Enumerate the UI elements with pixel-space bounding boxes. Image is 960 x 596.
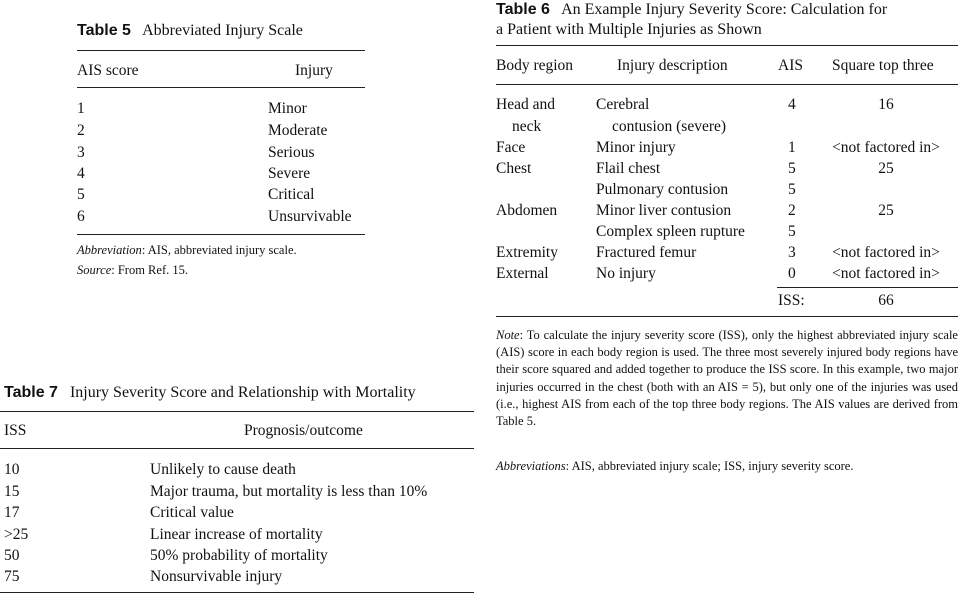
table6-row-region: neck [512,118,542,135]
table6-row-region: Abdomen [496,202,558,219]
table7-row-iss: 75 [4,568,20,585]
table7-header-rule [0,448,474,449]
table7-row-prognosis: Nonsurvivable injury [150,568,283,585]
table7-row-iss: 10 [4,461,20,478]
table5-header-score: AIS score [77,62,139,79]
table6-label: Table 6 [496,1,550,18]
table5-row-score: 4 [77,165,85,182]
table6-total-value: 66 [878,292,894,309]
table6-row-description: Fractured femur [596,244,697,261]
table6-header-square: Square top three [832,57,934,74]
table5-abbrev-text: : AIS, abbreviated injury scale. [141,243,297,257]
table6-row-region: Extremity [496,244,558,261]
table6-row-description: Flail chest [596,160,661,177]
table7-caption [4,384,416,402]
table5-source-note [77,262,377,279]
table6-note-text: : To calculate the injury severity score (ISS), only the highest abbreviated injury scale (AIS) score in each body region is used. The three most severely injured body regions have their score squared and added together to produce the ISS score. In this example, two major injuries occurred in the chest (both with an AIS = 5), but only one of the injuries was used (i.e., highest AIS from each of the top three body regions. The AIS values are derived from Table 5. [496,328,958,429]
table5-bottom-rule [77,234,365,235]
table6-row-region: Head and [496,96,555,113]
table7-top-rule [0,411,474,412]
table6-row-ais: 4 [788,96,796,113]
table6-row-region: External [496,265,549,282]
table6-row-description: Complex spleen rupture [596,223,745,240]
table6-row-ais: 0 [788,265,796,282]
table6-row-description: No injury [596,265,656,282]
table5-source-label: Source [77,263,112,277]
table7-header-iss: ISS [4,422,27,439]
table7-row-prognosis: 50% probability of mortality [150,547,328,564]
table5-title: Abbreviated Injury Scale [142,22,303,39]
table7-title: Injury Severity Score and Relationship with Mortality [69,384,416,401]
table5-abbreviation-note [77,242,377,259]
table6-row-description: Pulmonary contusion [596,181,729,198]
table5-header-injury: Injury [295,62,333,79]
table6-title-line2: a Patient with Multiple Injuries as Shown [496,21,762,38]
table6-row-ais: 2 [788,202,796,219]
table6-note-label: Note [496,328,520,342]
table5-row-score: 3 [77,144,85,161]
table6-row-ais: 3 [788,244,796,261]
table5-row-injury: Unsurvivable [268,208,352,225]
table6-header-description: Injury description [617,57,728,74]
table5-row-score: 1 [77,100,85,117]
table6-row-square: <not factored in> [832,265,940,282]
table6-row-square: <not factored in> [832,139,940,156]
table6-row-region: Face [496,139,526,156]
table7-row-iss: 17 [4,504,20,521]
table5-label: Table 5 [77,22,131,39]
table6-row-description: Minor injury [596,139,676,156]
table5-caption [77,22,303,40]
table6-header-rule [496,84,958,85]
table6-total-rule [777,287,958,288]
table6-row-ais: 1 [788,139,796,156]
table5-abbrev-label: Abbreviation [77,243,142,257]
table6-bottom-rule [496,316,958,317]
table5-row-injury: Moderate [268,122,328,139]
table5-source-text: : From Ref. 15. [111,263,188,277]
table7-header-prognosis: Prognosis/outcome [244,422,363,439]
table7-label: Table 7 [4,384,58,401]
table6-total-label: ISS: [778,292,805,309]
table6-caption-line1 [496,1,887,19]
table6-row-description: contusion (severe) [612,118,727,135]
table5-row-score: 5 [77,186,85,203]
table6-row-description: Cerebral [596,96,650,113]
table6-abbrev-text: : AIS, abbreviated injury scale; ISS, injury severity score. [565,459,854,473]
table6-row-square: <not factored in> [832,244,940,261]
table6-row-square: 25 [878,202,894,219]
table5-row-score: 2 [77,122,85,139]
table6-note [496,327,958,430]
table7-row-prognosis: Linear increase of mortality [150,526,323,543]
table5-row-injury: Serious [268,144,315,161]
table6-row-region: Chest [496,160,532,177]
table6-header-ais: AIS [778,57,803,74]
table7-row-prognosis: Major trauma, but mortality is less than 10% [150,483,428,500]
table7-bottom-rule [0,592,474,593]
table6-top-rule [496,45,958,46]
table6-row-ais: 5 [788,223,796,240]
table6-row-ais: 5 [788,160,796,177]
table5-row-injury: Severe [268,165,311,182]
table6-title-line1: An Example Injury Severity Score: Calculation for [561,1,888,18]
table5-header-rule [77,87,365,88]
table6-row-ais: 5 [788,181,796,198]
table6-abbreviations-note [496,458,958,475]
table6-row-description: Minor liver contusion [596,202,732,219]
table7-row-prognosis: Critical value [150,504,234,521]
table6-row-square: 25 [878,160,894,177]
table6-abbrev-label: Abbreviations [496,459,566,473]
table5-top-rule [77,50,365,51]
table7-row-iss: >25 [4,526,29,543]
table5-row-injury: Critical [268,186,315,203]
table6-header-region: Body region [496,57,574,74]
table7-row-prognosis: Unlikely to cause death [150,461,296,478]
table5-row-score: 6 [77,208,85,225]
table7-row-iss: 15 [4,483,20,500]
table5-row-injury: Minor [268,100,307,117]
table7-row-iss: 50 [4,547,20,564]
table6-row-square: 16 [878,96,894,113]
